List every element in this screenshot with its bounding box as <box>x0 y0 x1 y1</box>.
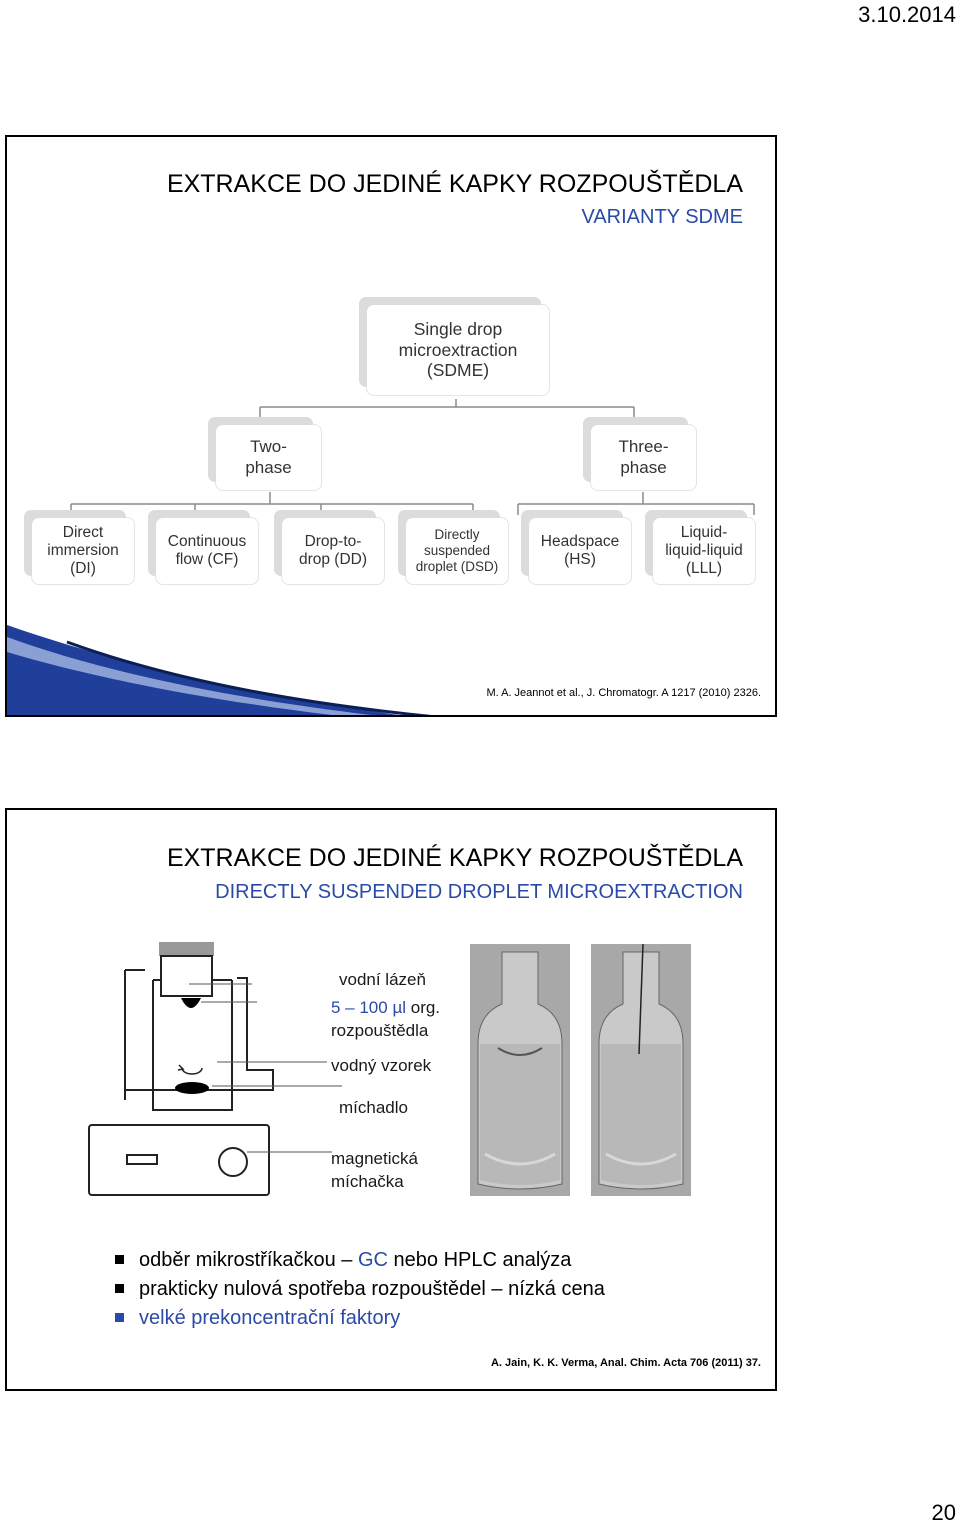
volume-value: 5 – 100 µl <box>331 998 407 1017</box>
tree-leaf-di: Direct immersion (DI) <box>32 518 134 584</box>
label-volume: 5 – 100 µl org. <box>331 998 441 1017</box>
slide-title: EXTRAKCE DO JEDINÉ KAPKY ROZPOUŠTĚDLA <box>166 844 743 872</box>
bullet-item: prakticky nulová spotřeba rozpouštědel – nízká cena <box>115 1275 605 1304</box>
tree-node-three-phase: Three- phase <box>591 425 696 490</box>
sdme-tree-diagram <box>7 137 777 717</box>
vial-photo-2 <box>591 944 691 1196</box>
slide-title: EXTRAKCE DO JEDINÉ KAPKY ROZPOUŠTĚDLA <box>166 170 743 198</box>
citation: M. A. Jeannot et al., J. Chromatogr. A 1217 (2010) 2326. <box>486 687 761 699</box>
label-magnetic-stirrer-2: míchačka <box>331 1172 404 1191</box>
tree-node-sdme: Single drop microextraction (SDME) <box>367 305 549 395</box>
bullet-item: odběr mikrostříkačkou – GC nebo HPLC analýza <box>115 1246 605 1275</box>
bullet-list <box>115 1246 605 1333</box>
label-water-bath: vodní lázeň <box>339 970 426 989</box>
tree-leaf-dd: Drop-to- drop (DD) <box>282 518 384 584</box>
label-magnetic-stirrer-1: magnetická <box>331 1149 418 1168</box>
slide-sdme-variants <box>5 135 777 717</box>
tree-leaf-dsd: Directly suspended droplet (DSD) <box>406 518 508 584</box>
slide-subtitle: DIRECTLY SUSPENDED DROPLET MICROEXTRACTION <box>215 881 743 903</box>
bullet-item: velké prekoncentrační faktory <box>115 1304 605 1333</box>
tree-node-two-phase: Two- phase <box>216 425 321 490</box>
swoosh-graphic <box>7 625 427 717</box>
page-number: 20 <box>931 1500 956 1525</box>
vial-photo-1 <box>470 944 570 1196</box>
tree-leaf-lll: Liquid- liquid-liquid (LLL) <box>653 518 755 584</box>
vial-photo-2-graphic <box>591 944 691 1196</box>
label-solvent: rozpouštědla <box>331 1021 429 1040</box>
slide-subtitle: VARIANTY SDME <box>581 206 743 228</box>
vial-photo-1-graphic <box>470 944 570 1196</box>
slide-dsd-microextraction <box>5 808 777 1391</box>
tree-leaf-cf: Continuous flow (CF) <box>156 518 258 584</box>
label-sample: vodný vzorek <box>331 1056 432 1075</box>
citation: A. Jain, K. K. Verma, Anal. Chim. Acta 706 (2011) 37. <box>490 1357 761 1369</box>
label-stirrer: míchadlo <box>339 1098 408 1117</box>
tree-leaf-hs: Headspace (HS) <box>529 518 631 584</box>
print-date: 3.10.2014 <box>858 2 956 27</box>
